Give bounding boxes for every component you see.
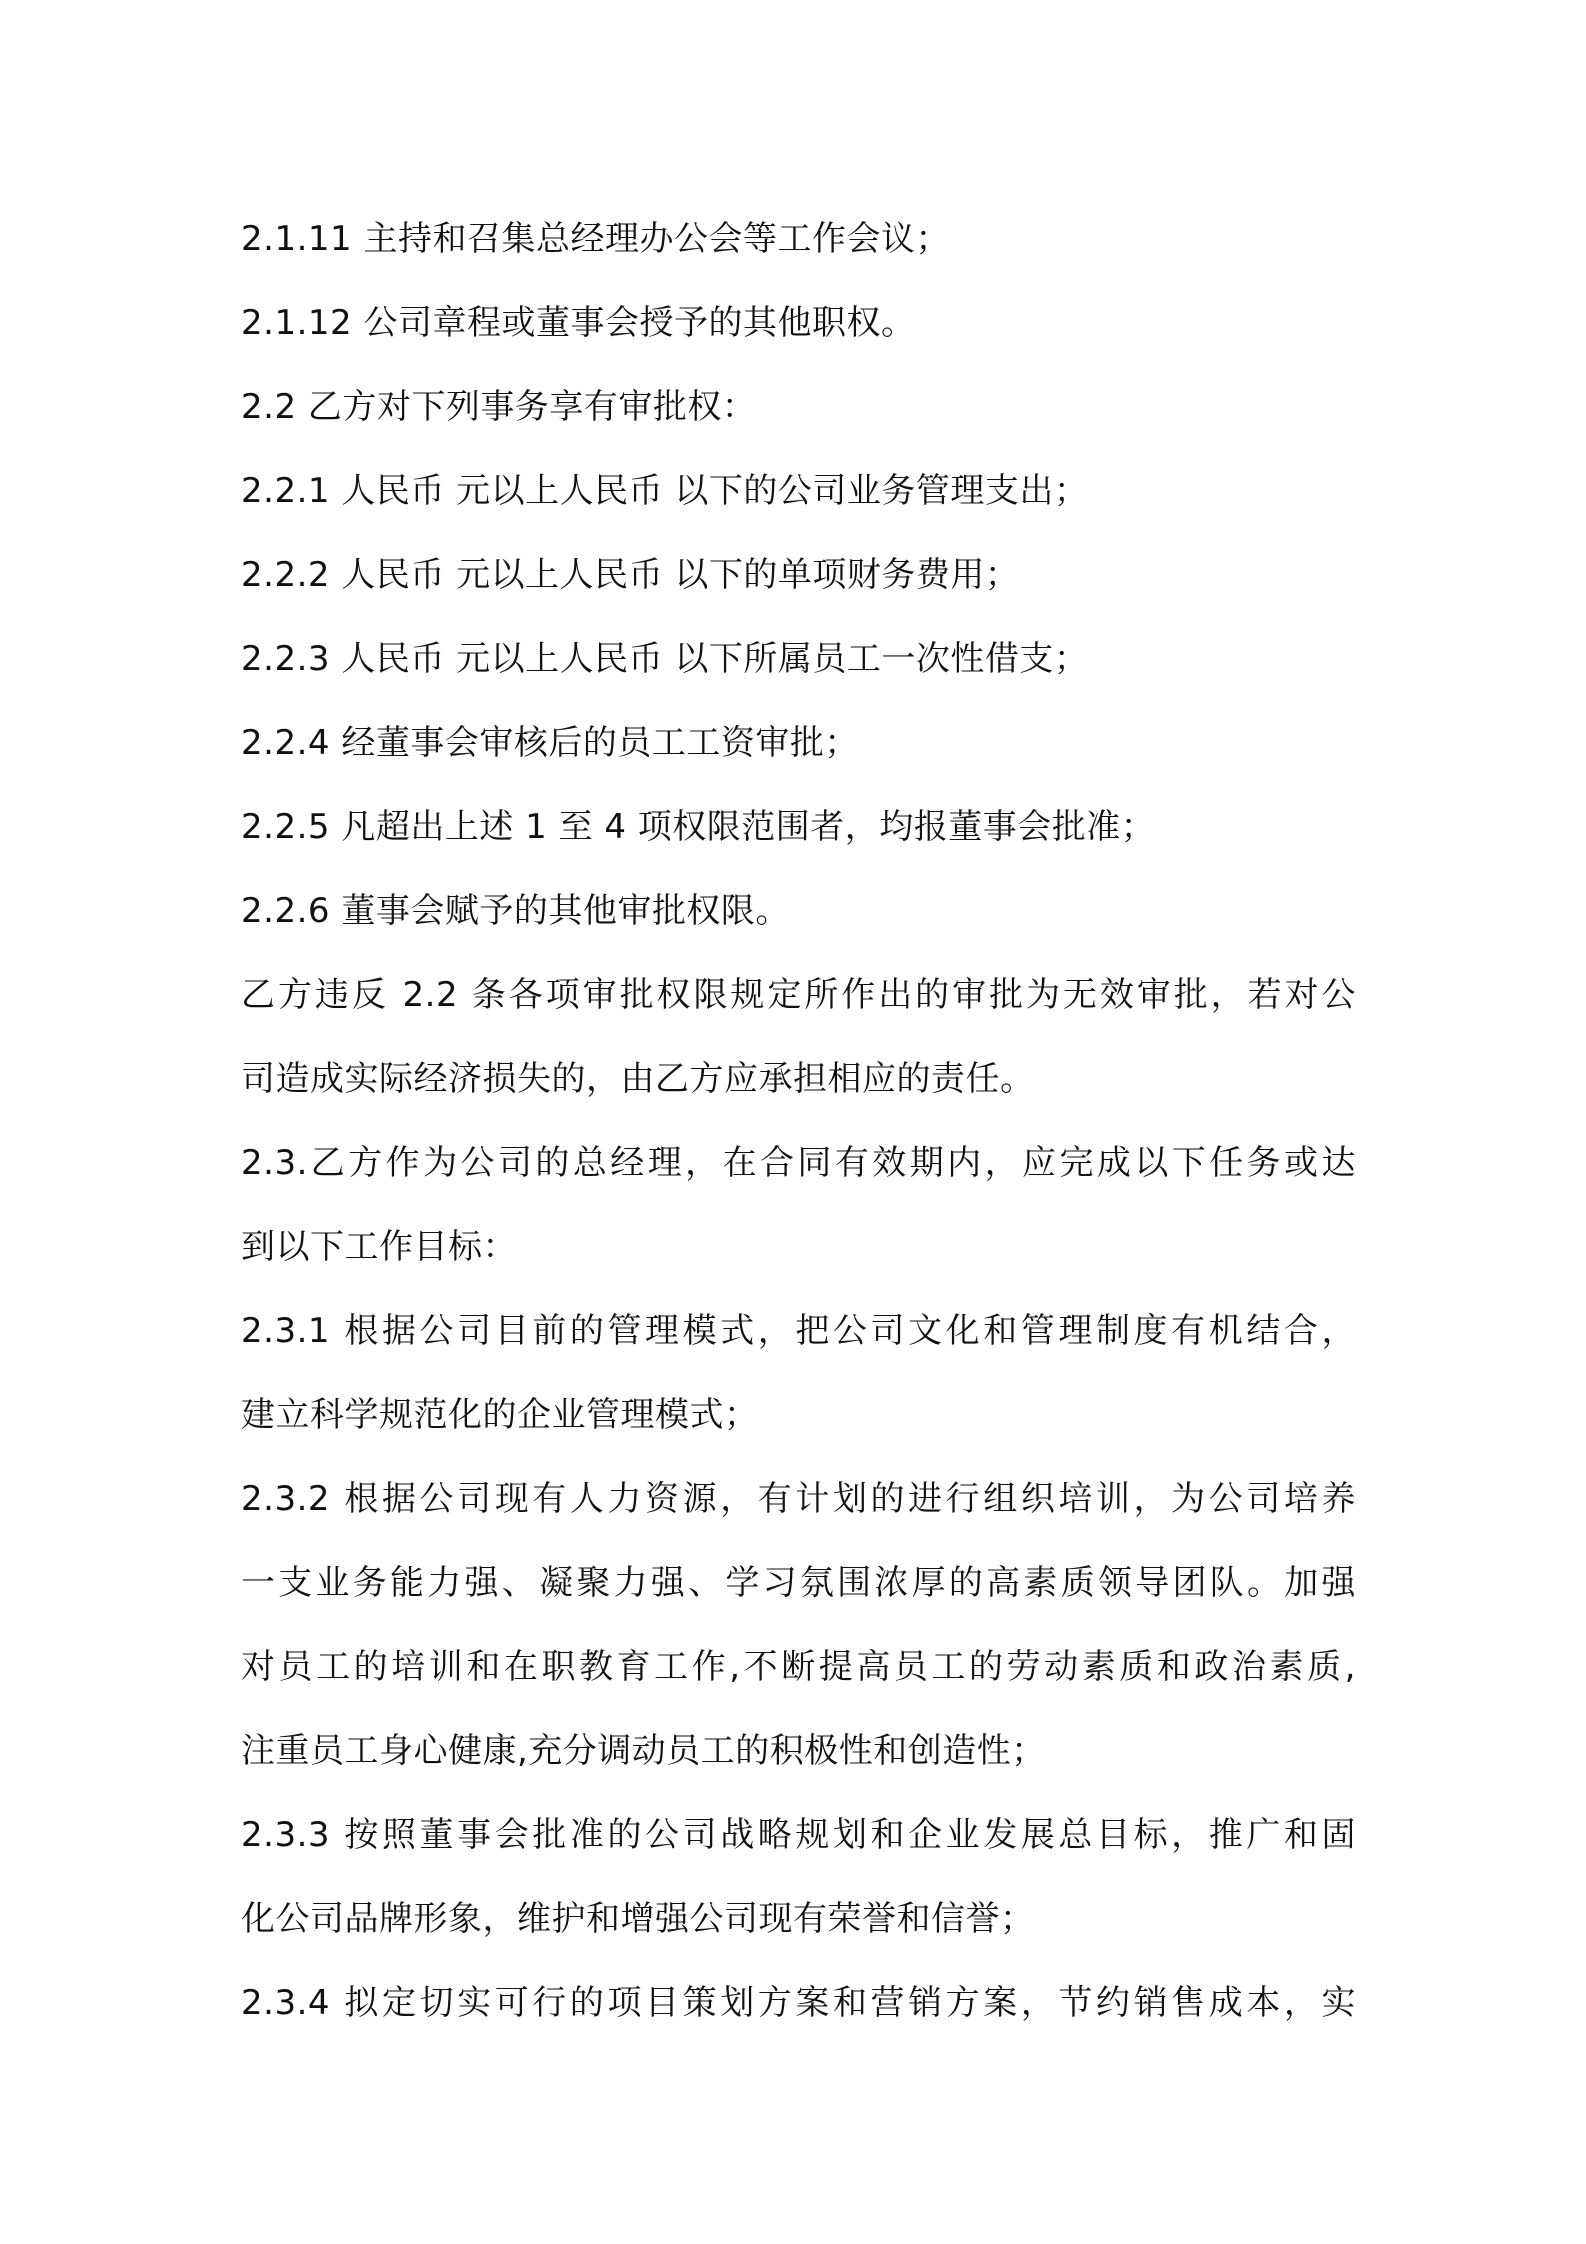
clause-2-3-2: 2.3.2 根据公司现有人力资源，有计划的进行组织培训，为公司培养: [241, 1479, 1356, 1519]
clause-2-2-2: 2.2.2 人民币 元以上人民币 以下的单项财务费用；: [241, 555, 1020, 595]
clause-2-2-4: 2.2.4 经董事会审核后的员工工资审批；: [241, 723, 859, 763]
document-body: [241, 197, 1356, 2045]
paragraph-line: 化公司品牌形象，维护和增强公司现有荣誉和信誉；: [241, 1899, 1035, 1939]
clause-2-1-11: 2.1.11 主持和召集总经理办公会等工作会议；: [241, 219, 950, 259]
clause-2-3-3: 2.3.3 按照董事会批准的公司战略规划和企业发展总目标，推广和固: [241, 1815, 1356, 1855]
clause-2-3-1: 2.3.1 根据公司目前的管理模式，把公司文化和管理制度有机结合，: [241, 1311, 1356, 1351]
paragraph-line: 对员工的培训和在职教育工作,不断提高员工的劳动素质和政治素质,: [241, 1647, 1356, 1687]
clause-2-2-1: 2.2.1 人民币 元以上人民币 以下的公司业务管理支出；: [241, 471, 1089, 511]
paragraph-line: 建立科学规范化的企业管理模式；: [241, 1395, 759, 1435]
paragraph-line: 一支业务能力强、凝聚力强、学习氛围浓厚的高素质领导团队。加强: [241, 1563, 1356, 1603]
paragraph-line: 司造成实际经济损失的，由乙方应承担相应的责任。: [241, 1059, 1035, 1099]
paragraph-line: 注重员工身心健康,充分调动员工的积极性和创造性；: [241, 1731, 1046, 1771]
clause-2-3-4: 2.3.4 拟定切实可行的项目策划方案和营销方案，节约销售成本，实: [241, 1983, 1356, 2023]
clause-2-2-6: 2.2.6 董事会赋予的其他审批权限。: [241, 891, 790, 931]
clause-2-1-12: 2.1.12 公司章程或董事会授予的其他职权。: [241, 303, 916, 343]
paragraph-line: 乙方违反 2.2 条各项审批权限规定所作出的审批为无效审批，若对公: [241, 975, 1356, 1015]
clause-2-2-5: 2.2.5 凡超出上述 1 至 4 项权限范围者，均报董事会批准；: [241, 807, 1156, 847]
clause-2-2-3: 2.2.3 人民币 元以上人民币 以下所属员工一次性借支；: [241, 639, 1089, 679]
paragraph-line: 到以下工作目标：: [241, 1227, 517, 1267]
clause-2-2-heading: 2.2 乙方对下列事务享有审批权：: [241, 387, 757, 427]
clause-2-3-heading: 2.3.乙方作为公司的总经理，在合同有效期内，应完成以下任务或达: [241, 1143, 1356, 1183]
